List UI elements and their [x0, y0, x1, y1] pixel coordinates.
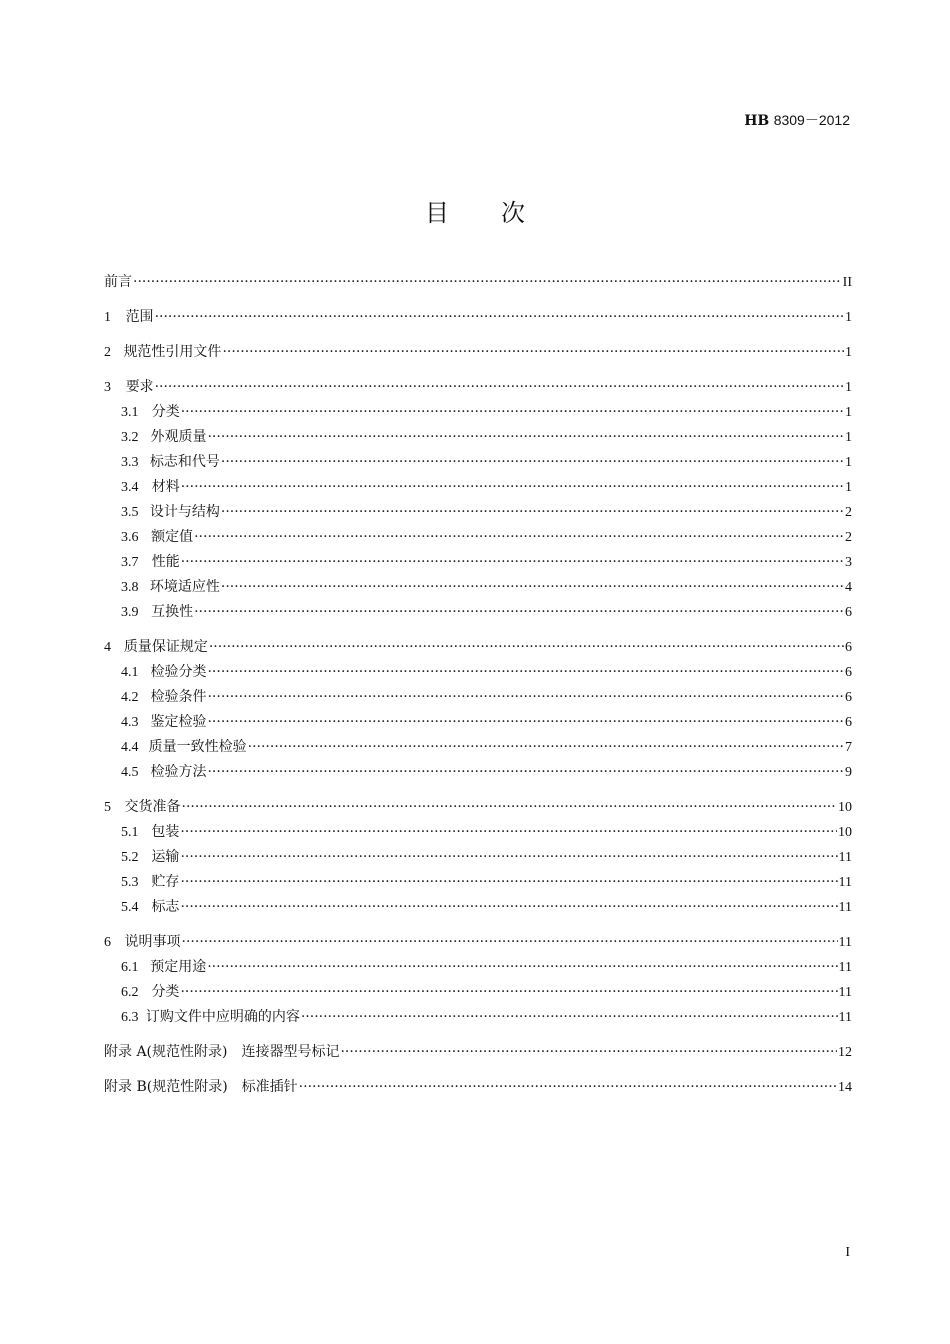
- toc-entry-page: 11: [838, 960, 852, 975]
- toc-entry-page: 11: [838, 850, 852, 865]
- toc-entry-label: 检验条件: [150, 689, 207, 705]
- toc-dot-leader: [221, 450, 844, 475]
- toc-entry-page: 10: [838, 825, 852, 840]
- toc-entry-label: 贮存: [151, 874, 180, 890]
- toc-entry-label: 分类: [151, 404, 180, 420]
- toc-entry-number: 6.1: [121, 960, 139, 975]
- toc-entry-label: 预定用途: [150, 959, 207, 975]
- toc-entry-number: 5.3: [121, 875, 139, 890]
- toc-entry[interactable]: [104, 575, 852, 600]
- toc-entry-number: 4.1: [121, 665, 139, 680]
- toc-entry-label: 检验方法: [150, 764, 207, 780]
- toc-entry-number: 5.4: [121, 900, 139, 915]
- toc-dot-leader: [207, 685, 844, 710]
- toc-dot-leader: [301, 1005, 838, 1030]
- toc-dot-leader: [133, 270, 842, 295]
- toc-entry-number: 3.1: [121, 405, 139, 420]
- toc-entry-page: 1: [845, 380, 852, 395]
- toc-entry-number: 4.3: [121, 715, 139, 730]
- toc-entry[interactable]: [104, 660, 852, 685]
- toc-entry-page: 11: [838, 875, 852, 890]
- toc-entry-label: 标志和代号: [149, 454, 220, 470]
- toc-entry-label: 设计与结构: [149, 504, 220, 520]
- toc-entry[interactable]: [104, 760, 852, 785]
- toc-entry-page: 1: [845, 430, 852, 445]
- toc-entry-page: 14: [838, 1080, 852, 1095]
- toc-entry-page: 3: [845, 555, 852, 570]
- toc-dot-leader: [207, 955, 837, 980]
- toc-entry-label: 互换性: [151, 604, 194, 620]
- toc-entry[interactable]: [104, 400, 852, 425]
- toc-dot-leader: [299, 1075, 837, 1100]
- toc-dot-leader: [180, 895, 837, 920]
- toc-entry-page: 12: [838, 1045, 852, 1060]
- toc-dot-leader: [222, 340, 844, 365]
- toc-entry[interactable]: [104, 930, 852, 955]
- toc-entry[interactable]: [104, 820, 852, 845]
- toc-entry-page: 4: [845, 580, 852, 595]
- toc-entry-number: 5.2: [121, 850, 139, 865]
- toc-dot-leader: [194, 600, 844, 625]
- toc-dot-leader: [181, 400, 844, 425]
- toc-entry-label: 材料: [151, 479, 180, 495]
- toc-entry-label: 附录 B(规范性附录) 标准插针: [104, 1079, 298, 1095]
- toc-entry-number: 4.4: [121, 740, 139, 755]
- toc-entry-number: 3.9: [121, 605, 139, 620]
- toc-entry-label: 包装: [151, 824, 180, 840]
- page-title: 目次: [425, 199, 577, 227]
- toc-dot-leader: [180, 980, 837, 1005]
- toc-dot-leader: [180, 870, 837, 895]
- toc-entry[interactable]: [104, 685, 852, 710]
- toc-entry-label: 质量保证规定: [123, 639, 208, 655]
- toc-entry-number: 3.6: [121, 530, 139, 545]
- toc-entry-label: 运输: [151, 849, 180, 865]
- toc-entry-number: 3.5: [121, 505, 139, 520]
- document-code-prefix: HB: [744, 113, 770, 129]
- toc-entry[interactable]: [104, 870, 852, 895]
- toc-entry-page: 11: [838, 1010, 852, 1025]
- toc-entry[interactable]: [104, 845, 852, 870]
- toc-entry-number: 3: [104, 380, 111, 395]
- toc-entry-page: 7: [845, 740, 852, 755]
- toc-entry-page: 9: [845, 765, 852, 780]
- toc-entry-page: 6: [845, 640, 852, 655]
- toc-entry-label: 规范性引用文件: [123, 344, 222, 360]
- toc-dot-leader: [221, 575, 844, 600]
- document-code: [744, 110, 850, 130]
- toc-dot-leader: [155, 375, 844, 400]
- toc-entry-number: 3.7: [121, 555, 139, 570]
- toc-entry-page: 1: [845, 405, 852, 420]
- toc-dot-leader: [180, 820, 837, 845]
- toc-entry-label: 交货准备: [124, 799, 181, 815]
- toc-entry-number: 3.2: [121, 430, 139, 445]
- toc-entry-number: 3.8: [121, 580, 139, 595]
- toc-dot-leader: [182, 795, 838, 820]
- toc-entry-number: 5: [104, 800, 111, 815]
- toc-entry-label: 质量一致性检验: [148, 739, 247, 755]
- toc-entry-label: 外观质量: [150, 429, 207, 445]
- toc-entry[interactable]: [104, 500, 852, 525]
- toc-entry[interactable]: [104, 710, 852, 735]
- toc-entry[interactable]: [104, 1075, 852, 1100]
- toc-entry-page: II: [842, 275, 852, 290]
- toc-entry-page: 2: [845, 530, 852, 545]
- toc-entry[interactable]: [104, 475, 852, 500]
- toc-entry-page: 6: [845, 690, 852, 705]
- toc-dot-leader: [209, 635, 844, 660]
- table-of-contents: [104, 270, 852, 1100]
- toc-entry[interactable]: [104, 980, 852, 1005]
- toc-entry-number: 2: [104, 345, 111, 360]
- toc-dot-leader: [182, 930, 838, 955]
- toc-entry-number: 6: [104, 935, 111, 950]
- toc-entry[interactable]: [104, 525, 852, 550]
- toc-entry-number: 6.2: [121, 985, 139, 1000]
- toc-entry-label: 额定值: [151, 529, 194, 545]
- toc-entry-number: 3.4: [121, 480, 139, 495]
- toc-dot-leader: [207, 760, 844, 785]
- toc-entry[interactable]: [104, 635, 852, 660]
- toc-dot-leader: [207, 710, 844, 735]
- toc-entry[interactable]: [104, 550, 852, 575]
- toc-dot-leader: [181, 475, 844, 500]
- toc-entry[interactable]: [104, 895, 852, 920]
- toc-entry-label: 附录 A(规范性附录) 连接器型号标记: [104, 1044, 340, 1060]
- toc-entry-label: 鉴定检验: [150, 714, 207, 730]
- toc-entry-number: 6.3: [121, 1010, 139, 1025]
- document-code-number: 8309－2012: [773, 112, 850, 128]
- toc-entry-label: 环境适应性: [149, 579, 220, 595]
- toc-entry-page: 11: [838, 935, 852, 950]
- toc-entry-page: 6: [845, 605, 852, 620]
- toc-entry-number: 3.3: [121, 455, 139, 470]
- toc-dot-leader: [181, 550, 844, 575]
- toc-entry-page: 11: [838, 985, 852, 1000]
- toc-entry-number: 5.1: [121, 825, 139, 840]
- toc-entry-label: 说明事项: [124, 934, 181, 950]
- toc-entry[interactable]: [104, 1040, 852, 1065]
- toc-entry[interactable]: [104, 305, 852, 330]
- toc-entry[interactable]: [104, 735, 852, 760]
- toc-entry[interactable]: [104, 270, 852, 295]
- toc-entry-page: 6: [845, 715, 852, 730]
- toc-dot-leader: [194, 525, 844, 550]
- toc-entry-label: 订购文件中应明确的内容: [145, 1009, 300, 1025]
- toc-entry-label: 前言: [104, 274, 132, 290]
- toc-entry-page: 6: [845, 665, 852, 680]
- toc-entry-label: 性能: [151, 554, 180, 570]
- toc-entry[interactable]: [104, 450, 852, 475]
- toc-dot-leader: [180, 845, 837, 870]
- toc-entry-number: 1: [104, 310, 111, 325]
- toc-dot-leader: [340, 1040, 837, 1065]
- toc-entry-page: 1: [845, 345, 852, 360]
- toc-entry[interactable]: [104, 600, 852, 625]
- toc-entry-page: 1: [845, 310, 852, 325]
- toc-entry[interactable]: [104, 340, 852, 365]
- toc-entry-label: 要求: [125, 379, 154, 395]
- toc-entry-page: 2: [845, 505, 852, 520]
- toc-entry-page: 10: [838, 800, 852, 815]
- toc-entry-page: 11: [838, 900, 852, 915]
- toc-dot-leader: [207, 425, 844, 450]
- toc-entry-label: 范围: [125, 309, 154, 325]
- toc-entry[interactable]: [104, 1005, 852, 1030]
- toc-entry-number: 4.2: [121, 690, 139, 705]
- toc-entry-label: 标志: [151, 899, 180, 915]
- toc-dot-leader: [207, 660, 844, 685]
- toc-dot-leader: [221, 500, 844, 525]
- toc-entry-number: 4.5: [121, 765, 139, 780]
- toc-entry-page: 1: [845, 455, 852, 470]
- toc-entry-label: 检验分类: [150, 664, 207, 680]
- toc-entry-label: 分类: [151, 984, 180, 1000]
- toc-entry[interactable]: [104, 425, 852, 450]
- toc-entry-page: 1: [845, 480, 852, 495]
- toc-dot-leader: [155, 305, 844, 330]
- toc-entry[interactable]: [104, 955, 852, 980]
- toc-dot-leader: [248, 735, 844, 760]
- toc-entry[interactable]: [104, 795, 852, 820]
- toc-entry[interactable]: [104, 375, 852, 400]
- page-number: I: [845, 1245, 850, 1260]
- toc-entry-number: 4: [104, 640, 111, 655]
